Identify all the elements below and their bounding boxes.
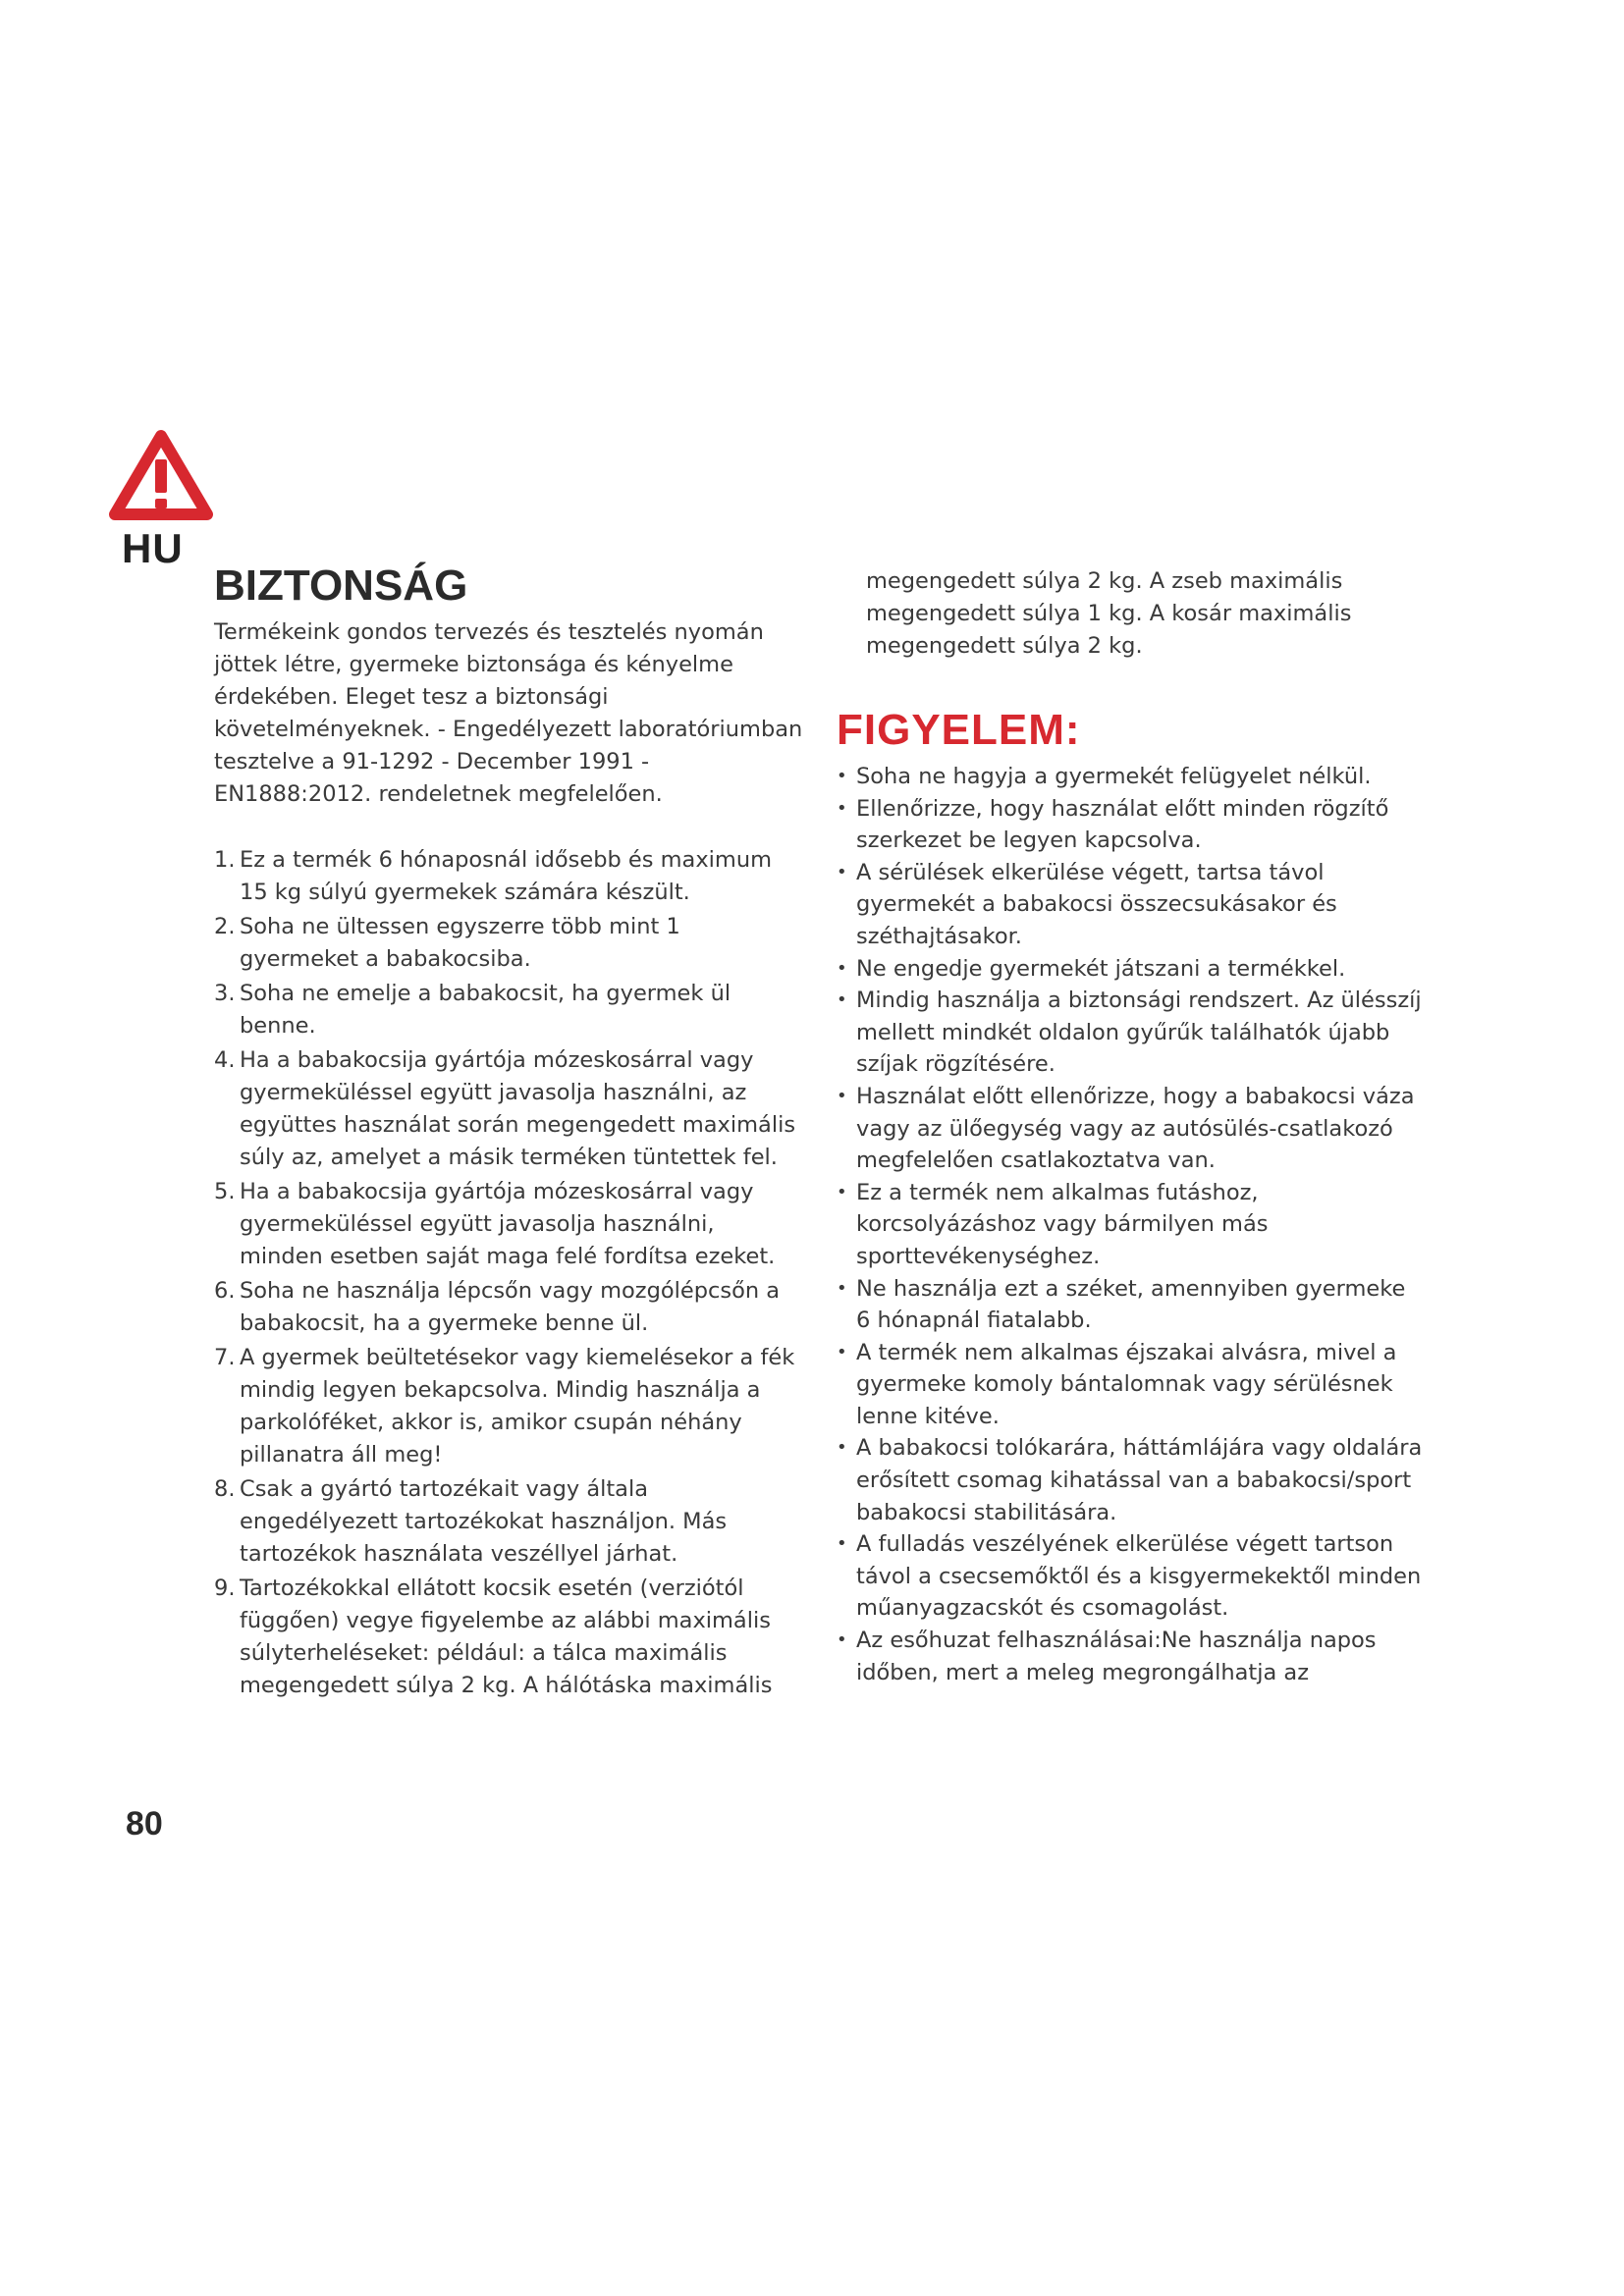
list-item: 4. Ha a babakocsija gyártója mózeskosárral vagy gyermeküléssel együtt javasolja használni, az együttes használat során megengedett maximális súly az, amelyet a másik terméken tüntettek fel. xyxy=(214,1047,796,1170)
list-item: • Soha ne hagyja a gyermekét felügyelet nélkül. xyxy=(837,764,1372,789)
list-item: • A sérülések elkerülése végett, tartsa távol gyermekét a babakocsi összecsukásakor és széthajtásakor. xyxy=(837,859,1337,949)
right-column xyxy=(837,565,1426,1688)
language-code: HU xyxy=(122,525,184,571)
safety-intro: Termékeink gondos tervezés és tesztelés nyomán jöttek létre, gyermeke biztonsága és kényelme érdekében. Eleget tesz a biztonsági követelményeknek. - Engedélyezett laboratóriumban tesztelve a 91-1292 - December 1991 - EN1888:2012. rendeletnek megfelelően. xyxy=(214,619,803,807)
warning-list xyxy=(837,761,1426,1688)
warning-title: FIGYELEM: xyxy=(837,706,1081,754)
list-item: 7. A gyermek beültetésekor vagy kiemelésekor a fék mindig legyen bekapcsolva. Mindig használja a parkolóféket, akkor is, amikor csupán néhány pillanatra áll meg! xyxy=(214,1345,795,1468)
list-item: • Ellenőrizze, hogy használat előtt minden rögzítő szerkezet be legyen kapcsolva. xyxy=(837,795,1389,854)
list-item: 2. Soha ne ültessen egyszerre több mint 1 gyermeket a babakocsiba. xyxy=(214,914,680,972)
safety-rules-list xyxy=(214,844,803,1702)
list-item: 3. Soha ne emelje a babakocsit, ha gyermek ül benne. xyxy=(214,981,731,1039)
list-item: • Használat előtt ellenőrizze, hogy a babakocsi váza vagy az ülőegység vagy az autósülés-csatlakozó megfelelően csatlakoztatva van. xyxy=(837,1083,1415,1174)
list-item: • A termék nem alkalmas éjszakai alvásra, mivel a gyermeke komoly bántalomnak vagy sérülésnek lenne kitéve. xyxy=(837,1339,1397,1429)
list-item: 8. Csak a gyártó tartozékait vagy általa engedélyezett tartozékokat használjon. Más tartozékok használata veszéllyel járhat. xyxy=(214,1476,728,1567)
list-item: • A babakocsi tolókarára, háttámlájára vagy oldalára erősített csomag kihatással van a babakocsi/sport babakocsi stabilitására. xyxy=(837,1435,1423,1525)
list-item: • Ne használja ezt a széket, amennyiben gyermeke 6 hónapnál fiatalabb. xyxy=(837,1275,1406,1334)
list-item: 1. Ez a termék 6 hónaposnál idősebb és maximum 15 kg súlyú gyermekek számára készült. xyxy=(214,847,773,905)
left-column xyxy=(214,561,803,1704)
rule-9-continuation: megengedett súlya 2 kg. A zseb maximális megengedett súlya 1 kg. A kosár maximális megengedett súlya 2 kg. xyxy=(866,568,1352,659)
page-number: 80 xyxy=(126,1805,163,1842)
list-item: • Mindig használja a biztonsági rendszert. Az ülésszíj mellett mindkét oldalon gyűrűk találhatók újabb szíjak rögzítésére. xyxy=(837,988,1422,1078)
list-item: 9. Tartozékokkal ellátott kocsik esetén (verziótól függően) vegye figyelembe az alábbi maximális súlyterheléseket: például: a tálca maximális megengedett súlya 2 kg. A hálótáska maximális xyxy=(214,1575,773,1698)
list-item: 6. Soha ne használja lépcsőn vagy mozgólépcsőn a babakocsit, ha a gyermeke benne ül. xyxy=(214,1278,781,1336)
list-item: 5. Ha a babakocsija gyártója mózeskosárral vagy gyermeküléssel együtt javasolja használni, minden esetben saját maga felé fordítsa ezeket. xyxy=(214,1179,776,1269)
warning-triangle-icon xyxy=(107,428,215,526)
list-item: • Az esőhuzat felhasználásai:Ne használja napos időben, mert a meleg megrongálhatja az xyxy=(837,1628,1377,1685)
list-item: • Ne engedje gyermekét játszani a termékkel. xyxy=(837,955,1346,982)
list-item: • Ez a termék nem alkalmas futáshoz, korcsolyázáshoz vagy bármilyen más sporttevékenységhez. xyxy=(837,1179,1269,1269)
list-item: • A fulladás veszélyének elkerülése végett tartson távol a csecsemőktől és a kisgyermekektől minden műanyagzacskót és csomagolást. xyxy=(837,1531,1422,1622)
safety-title: BIZTONSÁG xyxy=(214,561,468,610)
